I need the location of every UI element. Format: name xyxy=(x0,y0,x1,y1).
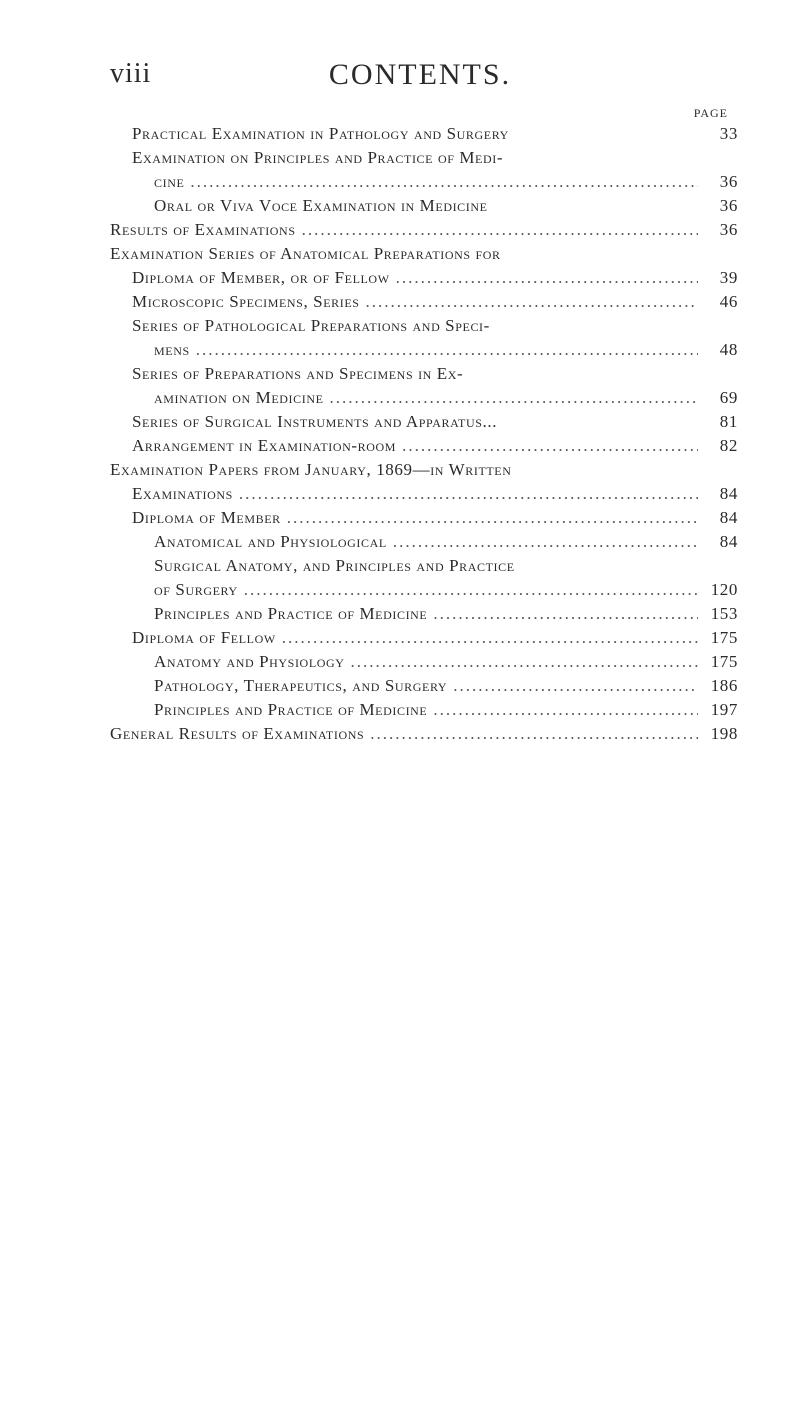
toc-entry-page: 153 xyxy=(710,604,738,623)
leader-dots xyxy=(196,338,698,362)
toc-entry xyxy=(110,314,738,338)
toc-entry-page: 36 xyxy=(719,172,738,191)
toc-entry-title: Diploma of Member xyxy=(132,508,281,527)
leader-dots xyxy=(433,602,698,626)
toc-entry-page: 39 xyxy=(719,268,738,287)
toc-entry xyxy=(110,458,738,482)
toc-entry-title: cine xyxy=(154,172,185,191)
toc-entry-page: 33 xyxy=(719,124,738,143)
leader-dots xyxy=(244,578,698,602)
toc-entry-page: 81 xyxy=(719,412,738,431)
toc-entry-title: Anatomical and Physiological xyxy=(154,532,387,551)
toc-entry-page: 175 xyxy=(710,652,738,671)
toc-entry-title: amination on Medicine xyxy=(154,388,324,407)
leader-dots xyxy=(330,386,698,410)
toc-entry xyxy=(110,290,738,314)
toc-entry-page: 69 xyxy=(719,388,738,407)
leader-dots xyxy=(396,266,698,290)
toc-entry-title: Principles and Practice of Medicine xyxy=(154,604,428,623)
toc-entry-title: Microscopic Specimens, Series xyxy=(132,292,360,311)
toc-entry-title: Series of Pathological Preparations and Speci- xyxy=(132,316,490,335)
toc-entry-page: 84 xyxy=(719,532,738,551)
toc-entry-title: Series of Surgical Instruments and Apparatus... xyxy=(132,412,498,431)
toc-entry-title: Surgical Anatomy, and Principles and Practice xyxy=(154,556,515,575)
toc-entry xyxy=(110,386,738,410)
toc-entry xyxy=(110,410,738,434)
toc-entry xyxy=(110,578,738,602)
toc-entry-page: 84 xyxy=(719,484,738,503)
toc-entry xyxy=(110,698,738,722)
toc-entry-title: Examination Series of Anatomical Preparations for xyxy=(110,244,501,263)
toc-entry-page: 84 xyxy=(719,508,738,527)
toc-entry-page: 36 xyxy=(719,220,738,239)
toc-entry-title: Diploma of Member, or of Fellow xyxy=(132,268,390,287)
toc-entry xyxy=(110,506,738,530)
toc-entry xyxy=(110,530,738,554)
toc-entry-title: Results of Examinations xyxy=(110,220,296,239)
leader-dots xyxy=(370,722,698,746)
leader-dots xyxy=(351,650,698,674)
leader-dots xyxy=(393,530,698,554)
leader-dots xyxy=(366,290,698,314)
toc-entry-title: Diploma of Fellow xyxy=(132,628,276,647)
leader-dots xyxy=(453,674,698,698)
leader-dots xyxy=(402,434,698,458)
toc-entry xyxy=(110,674,738,698)
toc-entry xyxy=(110,170,738,194)
toc-entry-title: Arrangement in Examination-room xyxy=(132,436,397,455)
toc-entry xyxy=(110,338,738,362)
toc-entry-title: Examination Papers from January, 1869—in Written xyxy=(110,460,512,479)
toc-entry-page: 197 xyxy=(710,700,738,719)
toc-entry-page: 48 xyxy=(719,340,738,359)
toc-entry-page: 82 xyxy=(719,436,738,455)
toc-entry-title: Principles and Practice of Medicine xyxy=(154,700,428,719)
toc-entry xyxy=(110,266,738,290)
toc-entry-title: Series of Preparations and Specimens in Ex- xyxy=(132,364,464,383)
toc-entry-page: 198 xyxy=(710,724,738,743)
toc-entry-page: 46 xyxy=(719,292,738,311)
toc-entry xyxy=(110,122,738,146)
toc-entry-title: Oral or Viva Voce Examination in Medicine xyxy=(154,196,488,215)
page-header xyxy=(110,58,730,98)
page-number: viii xyxy=(110,58,152,89)
toc-entry xyxy=(110,218,738,242)
page-column-label: PAGE xyxy=(693,106,728,120)
toc-entry-title: Anatomy and Physiology xyxy=(154,652,345,671)
toc-entry-title: General Results of Examinations xyxy=(110,724,365,743)
leader-dots xyxy=(239,482,698,506)
toc-entry-page: 120 xyxy=(710,580,738,599)
toc-entry-title: Examination on Principles and Practice of Medi- xyxy=(132,148,504,167)
leader-dots xyxy=(282,626,698,650)
toc-entry xyxy=(110,554,738,578)
toc-entry-title: mens xyxy=(154,340,190,359)
toc-entry-page: 36 xyxy=(719,196,738,215)
leader-dots xyxy=(302,218,698,242)
toc-entry-page: 186 xyxy=(710,676,738,695)
page-title: CONTENTS. xyxy=(328,58,512,91)
toc-entry xyxy=(110,650,738,674)
toc-entry xyxy=(110,242,738,266)
table-of-contents xyxy=(110,122,738,746)
toc-entry xyxy=(110,482,738,506)
toc-entry-page: 175 xyxy=(710,628,738,647)
leader-dots xyxy=(287,506,698,530)
toc-entry-title: Practical Examination in Pathology and Surgery xyxy=(132,124,509,143)
toc-entry-title: Examinations xyxy=(132,484,233,503)
toc-entry xyxy=(110,194,738,218)
leader-dots xyxy=(190,170,698,194)
toc-entry-title: Pathology, Therapeutics, and Surgery xyxy=(154,676,448,695)
toc-entry xyxy=(110,362,738,386)
toc-entry-title: of Surgery xyxy=(154,580,238,599)
toc-entry xyxy=(110,722,738,746)
leader-dots xyxy=(433,698,698,722)
toc-entry xyxy=(110,602,738,626)
toc-entry xyxy=(110,434,738,458)
toc-entry xyxy=(110,146,738,170)
toc-entry xyxy=(110,626,738,650)
